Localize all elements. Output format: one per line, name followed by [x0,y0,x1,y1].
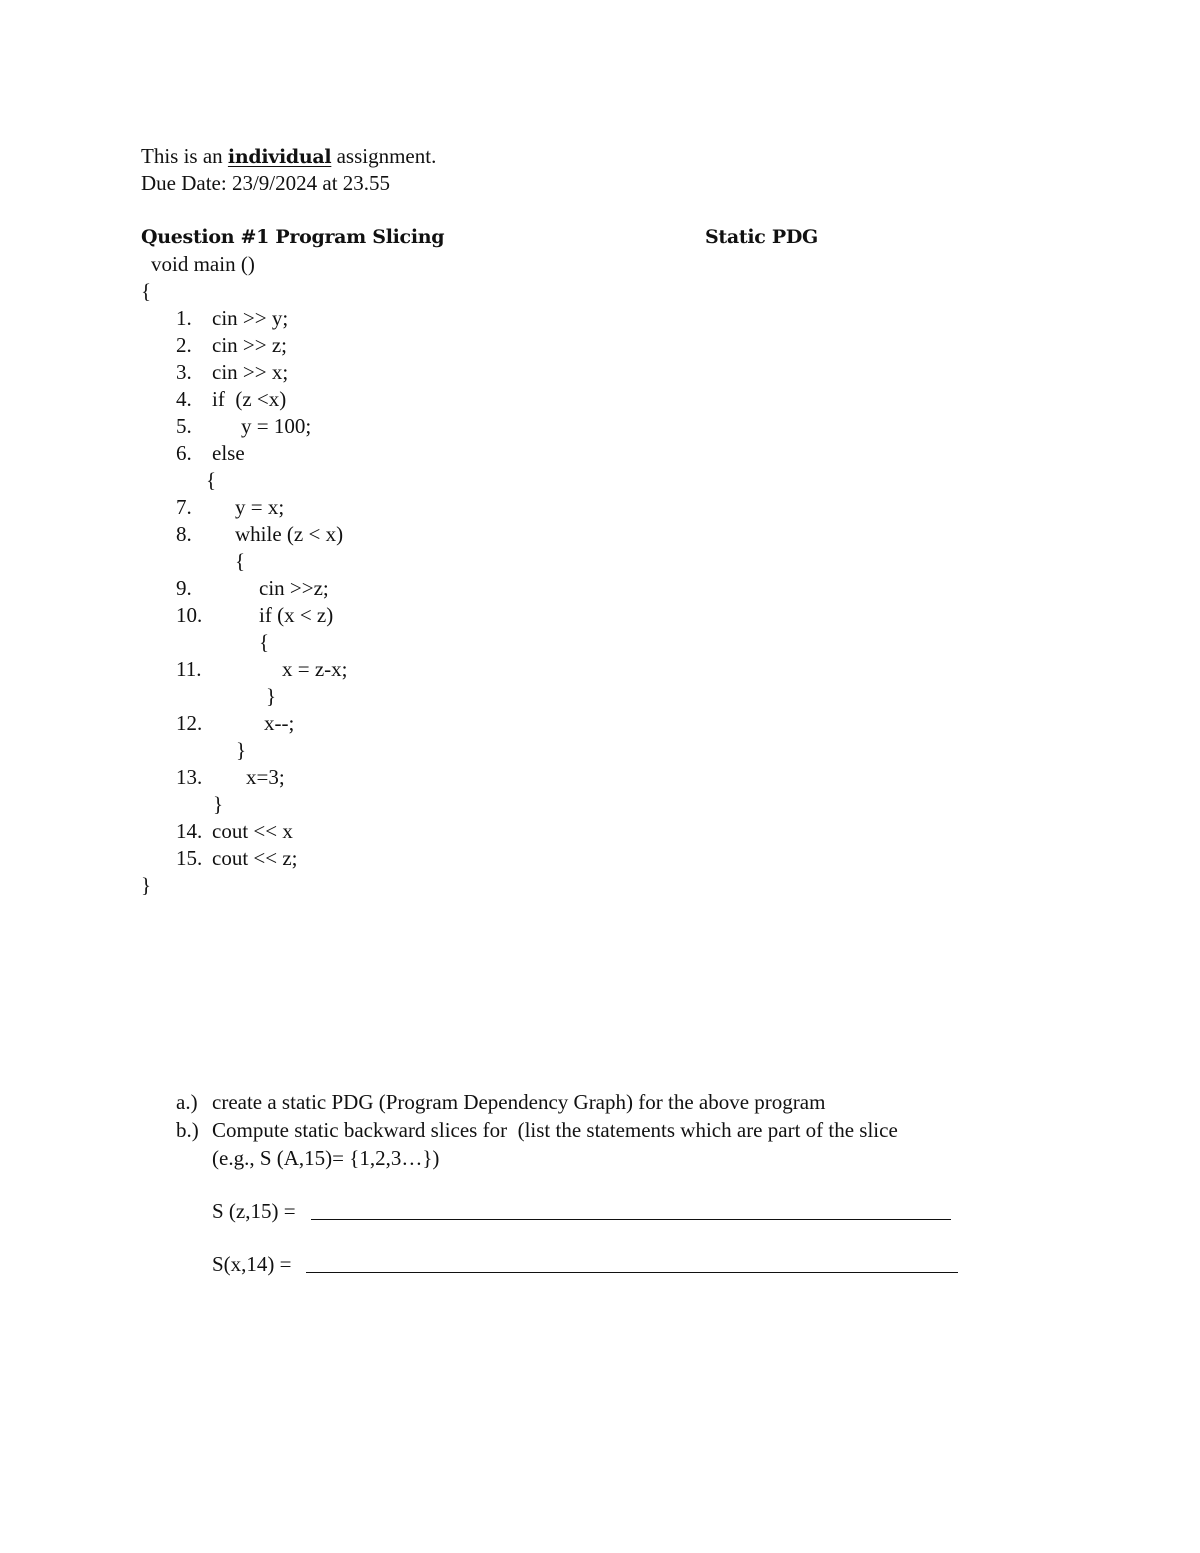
code-open-brace: { [141,279,152,303]
code-line-text: if (z <x) [212,387,287,411]
intro-emphasis: individual [227,146,332,168]
task-a-text: create a static PDG (Program Dependency Graph) for the above program [212,1090,826,1114]
code-line-num: 9. [176,576,192,600]
code-line-text: y = x; [235,495,285,519]
code-line-num: 8. [176,522,192,546]
code-line-num: 4. [176,387,192,411]
code-line-text: cin >>z; [259,576,329,600]
intro-pre: This is an [141,144,228,168]
code-line-text: x--; [264,711,295,735]
code-line-text: x = z-x; [282,657,348,681]
slice-x14-answer-line[interactable] [306,1272,958,1273]
code-line-text: { [235,549,246,573]
code-line-text: cin >> x; [212,360,289,384]
task-a-label: a.) [176,1090,198,1114]
task-b-example: (e.g., S (A,15)= {1,2,3…}) [212,1146,440,1170]
due-date: Due Date: 23/9/2024 at 23.55 [141,171,391,195]
code-close-brace: } [141,873,152,897]
slice-z15-label: S (z,15) = [212,1199,296,1223]
code-line-text: else [212,441,245,465]
code-line-text: cin >> y; [212,306,289,330]
code-line-text: { [259,630,270,654]
code-line-num: 10. [176,603,203,627]
static-pdg-heading: Static PDG [705,226,818,248]
task-b-label: b.) [176,1118,199,1142]
code-line-text: } [213,792,224,816]
code-line-text: y = 100; [241,414,312,438]
code-line-text: { [206,468,217,492]
code-line-text: x=3; [246,765,285,789]
question-title: Question #1 Program Slicing [141,226,445,248]
code-line-num: 6. [176,441,192,465]
code-line-text: cout << z; [212,846,298,870]
code-line-num: 11. [176,657,202,681]
slice-x14-label: S(x,14) = [212,1252,292,1276]
task-b-text: Compute static backward slices for (list the statements which are part of the slice [212,1118,898,1142]
code-line-num: 12. [176,711,203,735]
slice-z15-answer-line[interactable] [311,1219,951,1220]
intro-post: assignment. [331,144,437,168]
code-line-text: } [236,738,247,762]
code-line-text: while (z < x) [235,522,344,546]
code-line-num: 7. [176,495,192,519]
code-line-text: cin >> z; [212,333,287,357]
code-line-num: 14. [176,819,203,843]
code-line-num: 15. [176,846,203,870]
code-line-num: 5. [176,414,192,438]
code-line-text: cout << x [212,819,293,843]
code-line-num: 13. [176,765,203,789]
code-line-text: } [266,684,277,708]
intro-line [141,143,436,170]
code-signature: void main () [151,252,255,276]
code-line-text: if (x < z) [259,603,334,627]
code-line-num: 2. [176,333,192,357]
code-line-num: 3. [176,360,192,384]
code-line-num: 1. [176,306,192,330]
